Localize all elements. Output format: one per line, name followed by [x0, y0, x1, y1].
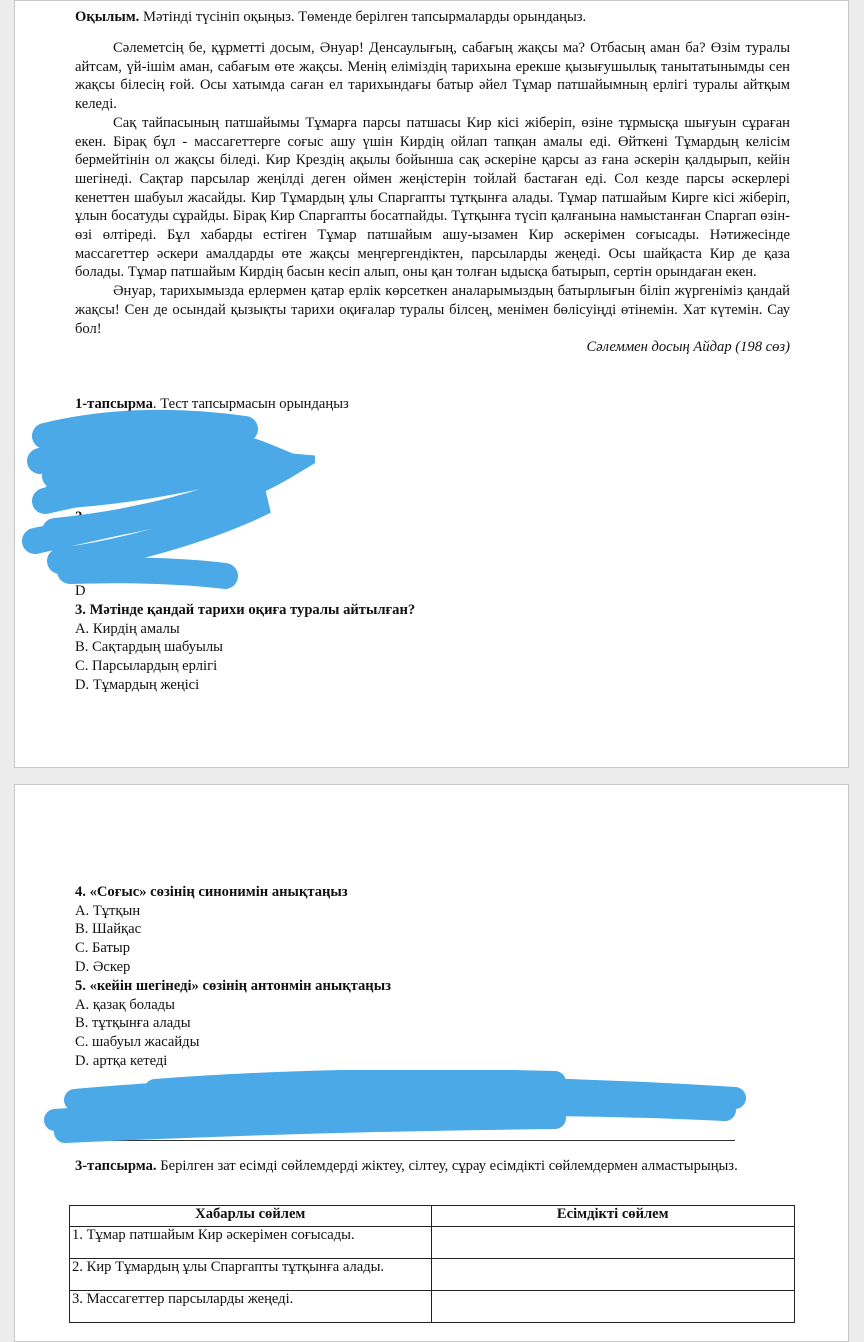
question-4: [75, 883, 790, 977]
obscured-option: [75, 582, 790, 601]
reading-heading: [75, 8, 790, 27]
obscured-fragment: ңыз: [223, 415, 250, 431]
table-cell-answer[interactable]: [431, 1259, 794, 1291]
table-cell-sentence: 2. Кир Тұмардың ұлы Спаргапты тұтқынға алады.: [70, 1259, 432, 1291]
obscured-q1: [75, 414, 790, 433]
q4-option-c[interactable]: C. Батыр: [75, 940, 130, 957]
task3-label: 3-тапсырма.: [75, 1158, 157, 1174]
q5-option-a[interactable]: A. қазақ болады: [75, 996, 175, 1013]
q4-option-a[interactable]: A. Тұтқын: [75, 902, 141, 919]
q3-option-a[interactable]: A. Кирдің амалы: [75, 620, 180, 637]
scribble-redaction-2: [35, 1070, 755, 1150]
table-row: [70, 1227, 795, 1259]
heading-label: Оқылым.: [75, 9, 140, 25]
question-5: [75, 977, 790, 1071]
q3-option-c[interactable]: C. Парсылардың ерлігі: [75, 658, 218, 675]
q3-option-b[interactable]: B. Сақтардың шабуылы: [75, 639, 223, 656]
table-cell-sentence: 3. Массагеттер парсыларды жеңеді.: [70, 1291, 432, 1323]
task1-label: 1-тапсырма: [75, 396, 153, 412]
table-row: [70, 1291, 795, 1323]
document-page-2: [14, 784, 849, 1342]
signature: Сәлеммен досың Айдар (198 сөз): [586, 339, 790, 356]
table-header-declarative: Хабарлы сөйлем: [70, 1206, 432, 1227]
q4-option-d[interactable]: D. Әскер: [75, 958, 131, 975]
letter-paragraph-3: Әнуар, тарихымызда ерлермен қатар ерлік көрсеткен аналарымыздың батырлығын біліп жүргеніміз қандай жақсы! Сен де осындай қызықты тарихи оқиғалар туралы білсең, менімен бөлісуіңді өтінемін. Хат күтемін. Сау бол!: [75, 283, 790, 337]
sentence-table: [69, 1205, 795, 1323]
table-cell-answer[interactable]: [431, 1291, 794, 1323]
obscured-fragment: 2.: [75, 509, 86, 525]
q5-option-d[interactable]: D. артқа кетеді: [75, 1052, 168, 1069]
letter-body: [75, 39, 790, 357]
q5-question: 5. «кейін шегінеді» сөзінің антонмін анықтаңыз: [75, 978, 391, 994]
q4-question: 4. «Соғыс» сөзінің синонимін анықтаңыз: [75, 884, 348, 900]
table-cell-sentence: 1. Тұмар патшайым Кир әскерімен соғысады.: [70, 1227, 432, 1259]
table-row: [70, 1259, 795, 1291]
q5-option-c[interactable]: C. шабуыл жасайды: [75, 1034, 200, 1051]
obscured-fragment: 1. М: [75, 415, 104, 431]
q3-option-d[interactable]: D. Тұмардың жеңісі: [75, 676, 200, 693]
document-page-1: [14, 0, 849, 768]
task-1: [75, 395, 790, 414]
task3-text: Берілген зат есімді сөйлемдерді жіктеу, сілтеу, сұрау есімдікті сөйлемдермен алмастырыңыз.: [156, 1158, 738, 1174]
table-cell-answer[interactable]: [431, 1227, 794, 1259]
letter-paragraph-1: Сәлеметсің бе, құрметті досым, Әнуар! Денсаулығың, сабағың жақсы ма? Отбасың аман ба? Өзім туралы айтсам, үй-ішім аман, сабағым өте жақсы. Менің еліміздің тарихына ерекше қызығушылық танытатынымды сен жақсы білесің ғой. Осы хатымда саған ел тарихындағы батыр әйел Тұмар патшайымның ерлігі туралы айтқым келеді.: [75, 40, 790, 113]
q3-question: 3. Мәтінде қандай тарихи оқиға туралы айтылған?: [75, 602, 416, 618]
question-3: [75, 601, 790, 695]
obscured-q2: [75, 508, 790, 527]
q4-option-b[interactable]: B. Шайқас: [75, 921, 142, 938]
divider-line: [75, 1140, 735, 1141]
heading-text: Мәтінді түсініп оқыңыз. Төменде берілген тапсырмаларды орындаңыз.: [139, 9, 587, 25]
obscured-fragment: D: [75, 583, 86, 599]
table-header-pronoun: Есімдікті сөйлем: [431, 1206, 794, 1227]
task-3: [75, 1157, 790, 1176]
q5-option-b[interactable]: B. тұтқынға алады: [75, 1015, 191, 1032]
letter-paragraph-2: Сақ тайпасының патшайымы Тұмарға парсы патшасы Кир кісі жіберіп, өзіне тұрмысқа шығуын сұраған екен. Бірақ бұл - массагеттерге соғыс ашу үшін Кирдің ойлап тапқан амалы еді. Өйткені Тұмардың келісім бермейтінін ол жақсы біледі. Кир Крездің ақылы бойынша сақ әскеріне қарсы аз ғана әскерін қалдырып, кейін шегінеді. Сақтар парсылар жеңілді деген оймен жеңістерін тойлай бастаған еді. Сол кезде парсы әскерлері кенеттен шабуыл жасайды. Кир Тұмардың ұлы Спаргапты тұтқынға алады. Тұмар патшайым Кирге кісі жіберіп, ұлын босатуды сұрайды. Бірақ Кир Спаргапты босатпайды. Тұтқынға түсіп қалғанына намыстанған Спаргап өзін-өзі өлтіреді. Бұл хабарды естіген Тұмар патшайым ашу-ызамен Кир әскерімен соғысады. Нәтижесінде массагеттер әскери амалдарды өте жақсы меңгергендіктен, парсыларды жеңеді. Осы шайқаста Кир де қаза болады. Тұмар патшайым Кирдің басын кесіп алып, оны қан толған ыдысқа батырып, сертін орындаған екен.: [75, 114, 790, 281]
task1-text: . Тест тапсырмасын орындаңыз: [152, 396, 349, 412]
